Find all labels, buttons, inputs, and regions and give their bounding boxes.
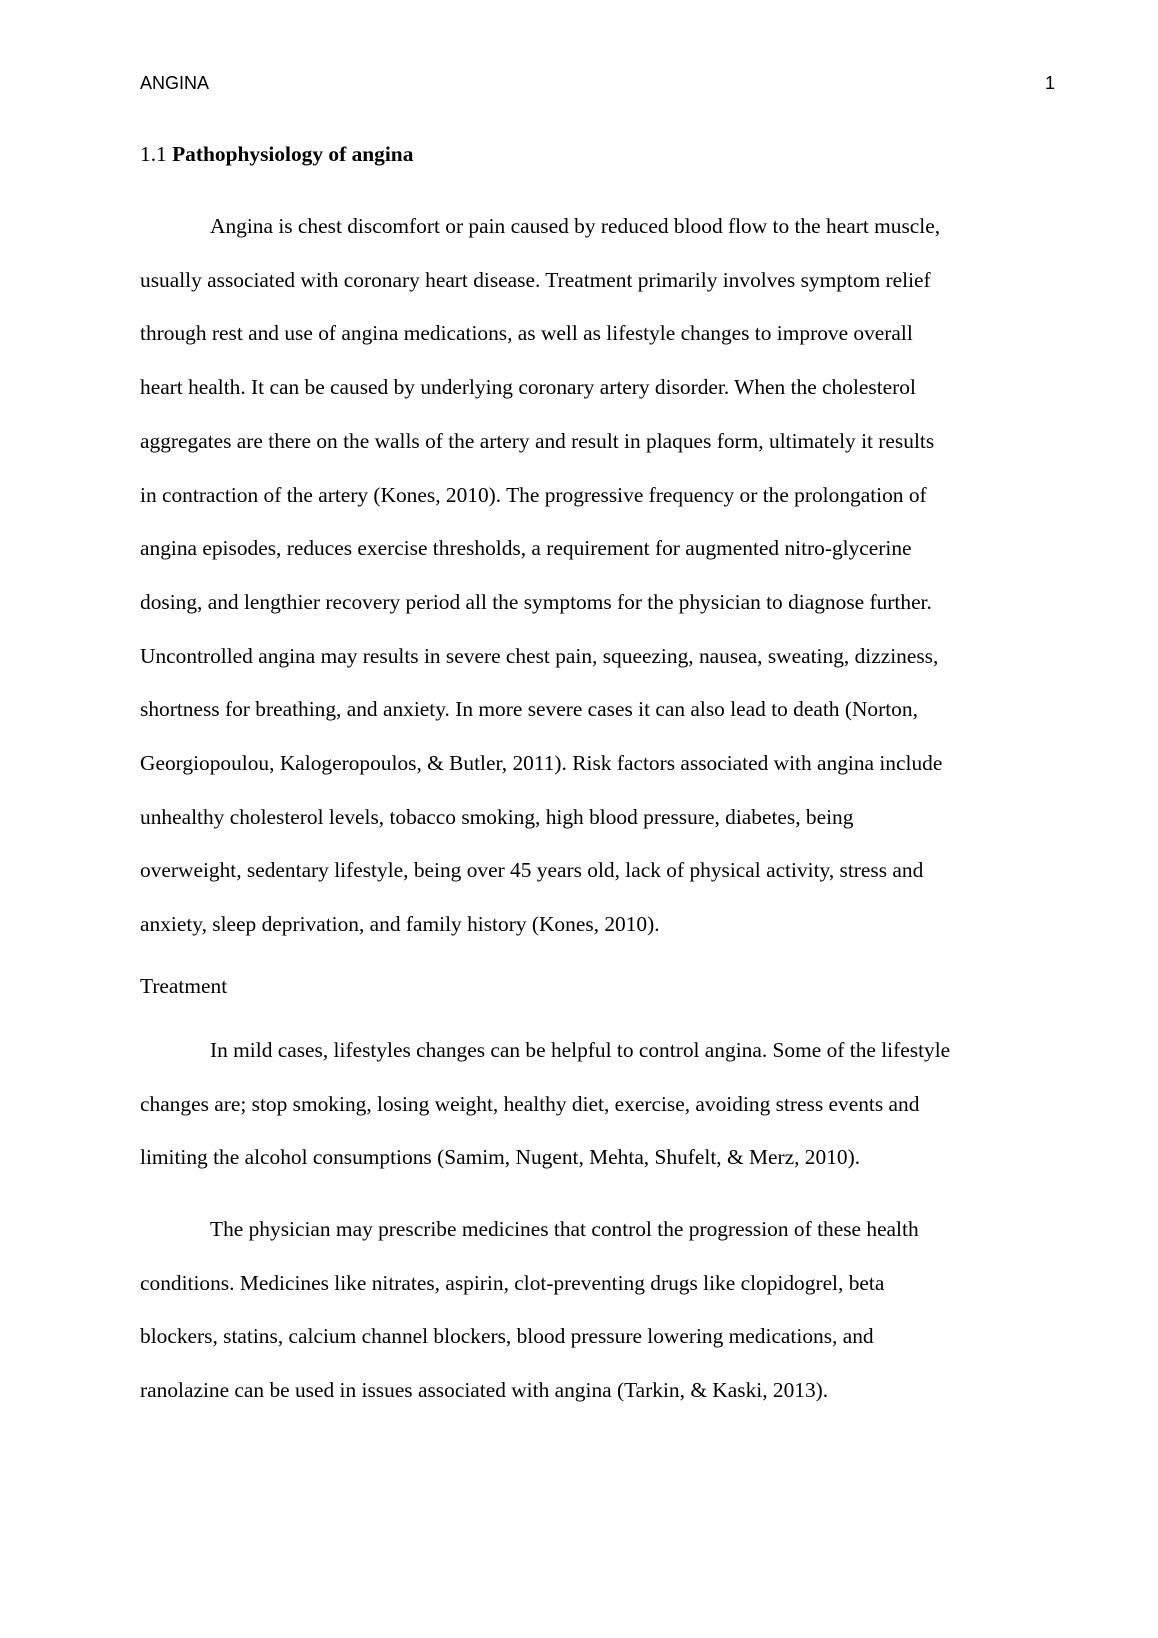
paragraph-line: In mild cases, lifestyles changes can be helpful to control angina. Some of the lifestyle [210, 1037, 951, 1062]
paragraph-line: Georgiopoulou, Kalogeropoulos, & Butler, 2011). Risk factors associated with angina include [140, 751, 943, 776]
document-body [140, 136, 1025, 1418]
paragraph-line: aggregates are there on the walls of the artery and result in plaques form, ultimately it results [140, 428, 935, 453]
paragraph-line: anxiety, sleep deprivation, and family history (Kones, 2010). [140, 912, 660, 937]
paragraph-line: The physician may prescribe medicines that control the progression of these health [210, 1216, 919, 1241]
paragraph-line: through rest and use of angina medications, as well as lifestyle changes to improve overall [140, 321, 913, 346]
running-head [140, 71, 1055, 95]
paragraph-line: conditions. Medicines like nitrates, aspirin, clot-preventing drugs like clopidogrel, beta [140, 1270, 885, 1295]
running-head-title: ANGINA [140, 73, 210, 93]
page-number: 1 [1044, 73, 1055, 93]
paragraph-line: in contraction of the artery (Kones, 2010). The progressive frequency or the prolongation of [140, 482, 927, 507]
paragraph-line: usually associated with coronary heart disease. Treatment primarily involves symptom relief [140, 267, 931, 292]
paragraph-line: shortness for breathing, and anxiety. In more severe cases it can also lead to death (Norton, [140, 697, 918, 722]
section-number: 1.1 [140, 142, 167, 166]
paragraph-line: blockers, statins, calcium channel blockers, blood pressure lowering medications, and [140, 1324, 874, 1349]
section-heading [140, 136, 1025, 172]
paragraph-pathophysiology [140, 200, 1025, 952]
treatment-heading: Treatment [140, 973, 228, 998]
section-title: Pathophysiology of angina [172, 142, 414, 166]
paragraph-medicines [140, 1203, 1025, 1418]
paragraph-line: heart health. It can be caused by underlying coronary artery disorder. When the cholesterol [140, 375, 916, 400]
paragraph-line: dosing, and lengthier recovery period all the symptoms for the physician to diagnose further. [140, 589, 932, 614]
paragraph-lifestyle [140, 1024, 1025, 1185]
paragraph-line: Uncontrolled angina may results in severe chest pain, squeezing, nausea, sweating, dizziness, [140, 643, 939, 668]
paragraph-line: angina episodes, reduces exercise thresholds, a requirement for augmented nitro-glycerine [140, 536, 912, 561]
paragraph-line: overweight, sedentary lifestyle, being over 45 years old, lack of physical activity, stress and [140, 858, 924, 883]
paragraph-line: ranolazine can be used in issues associated with angina (Tarkin, & Kaski, 2013). [140, 1378, 829, 1403]
paragraph-line: limiting the alcohol consumptions (Samim, Nugent, Mehta, Shufelt, & Merz, 2010). [140, 1145, 861, 1170]
paragraph-line: unhealthy cholesterol levels, tobacco smoking, high blood pressure, diabetes, being [140, 804, 854, 829]
paragraph-line: changes are; stop smoking, losing weight, healthy diet, exercise, avoiding stress events and [140, 1091, 920, 1116]
paragraph-line: Angina is chest discomfort or pain caused by reduced blood flow to the heart muscle, [210, 214, 941, 238]
